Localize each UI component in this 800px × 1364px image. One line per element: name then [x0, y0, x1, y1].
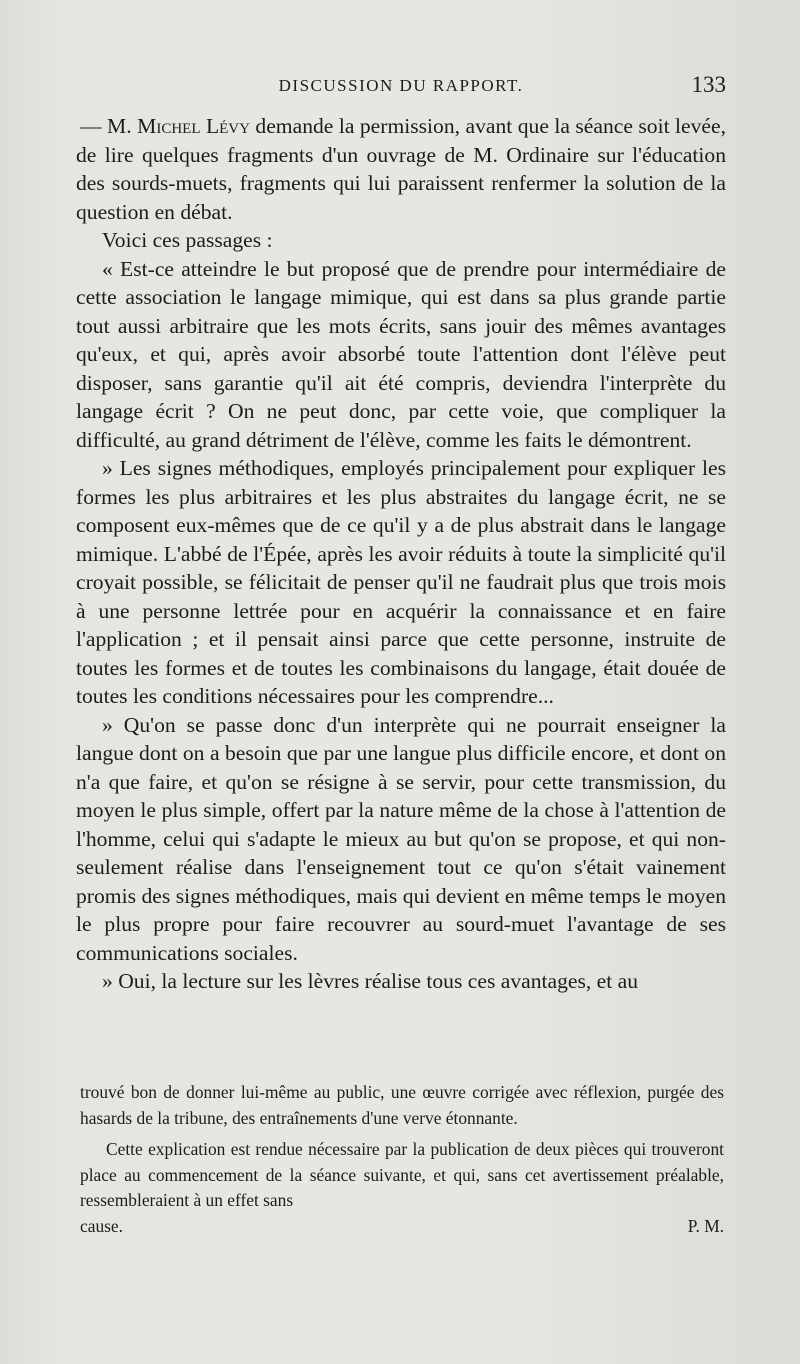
page-number: 133: [691, 72, 726, 97]
footnote-signature: P. M.: [687, 1215, 724, 1236]
paragraph-quote-1: « Est-ce atteindre le but proposé que de prendre pour intermédiaire de cette association le langage mimique, qui est dans sa plus grande partie tout aussi arbitraire que les mots écrits, sans jouir des mêmes avantages qu'eux, et qui, après avoir absorbé toute l'attention dont l'élève peut disposer, sans garantie qu'il ait été compris, deviendra l'interprète du langage écrit ? On ne peut donc, par cette voie, que compliquer la difficulté, au grand détriment de l'élève, comme les faits le démontrent.: [76, 256, 726, 452]
paragraph-intro: [76, 112, 726, 226]
running-title: DISCUSSION DU RAPPORT.: [278, 76, 524, 95]
paragraph-quote-2: » Les signes méthodiques, employés principalement pour expliquer les formes les plus arbitraires et les plus abstraites du langage écrit, ne se composent eux-mêmes que de ce qu'il y a de plus abstrait dans le langage mimique. L'abbé de l'Épée, après les avoir réduits à toute la simplicité qu'il croyait possible, se félicitait de penser qu'il ne faudrait plus que trois mois à une personne lettrée pour en acquérir la connaissance et en faire l'application ; et il pensait ainsi parce que cette personne, instruite de toutes les formes et de toutes les combinaisons du langage, était douée de toutes les conditions nécessaires pour les comprendre...: [76, 456, 726, 708]
page-header: [76, 74, 726, 104]
footnote-paragraph-2-text: Cette explication est rendue nécessaire par la publication de deux pièces qui trouveront place au commencement de la séance suivante, et qui, sans cet avertissement préalable, ressembleraient à un effet sans: [80, 1139, 724, 1210]
footnote-paragraph-1: trouvé bon de donner lui-même au public, une œuvre corrigée avec réflexion, purgée des hasards de la tribune, des entraînements d'une verve étonnante.: [80, 1082, 724, 1128]
footnote: [80, 1080, 724, 1239]
footnote-last-word: cause.: [80, 1215, 123, 1236]
intro-dash: — M.: [80, 114, 138, 138]
paragraph-quote-3: » Qu'on se passe donc d'un interprète qui ne pourrait enseigner la langue dont on a besoin que par une langue plus difficile encore, et dont on n'a que faire, et qu'on se résigne à se servir, pour cette transmission, du moyen le plus simple, offert par la nature même de la chose à l'attention de l'homme, celui qui s'adapte le mieux au but qu'on se propose, et qui non-seulement réalise dans l'enseignement tout ce qu'on s'était vainement promis des signes méthodiques, mais qui devient en même temps le moyen le plus propre pour faire recouvrer au sourd-muet l'avantage de ses communications sociales.: [76, 712, 726, 965]
speaker-name: Michel Lévy: [137, 114, 250, 138]
footnote-paragraph-2: [80, 1137, 724, 1214]
paragraph-quote-4: » Oui, la lecture sur les lèvres réalise tous ces avantages, et au: [102, 969, 639, 993]
footnote-sign-line: [80, 1214, 724, 1240]
main-text: [76, 112, 726, 996]
paragraph-passages: Voici ces passages :: [102, 228, 273, 252]
intro-text: demande la permission, avant que la séance soit levée, de lire quelques fragments d'un ouvrage de M. Ordinaire sur l'éducation des sourds-muets, fragments qui lui paraissent renfermer la solution de la question en débat.: [76, 114, 727, 224]
